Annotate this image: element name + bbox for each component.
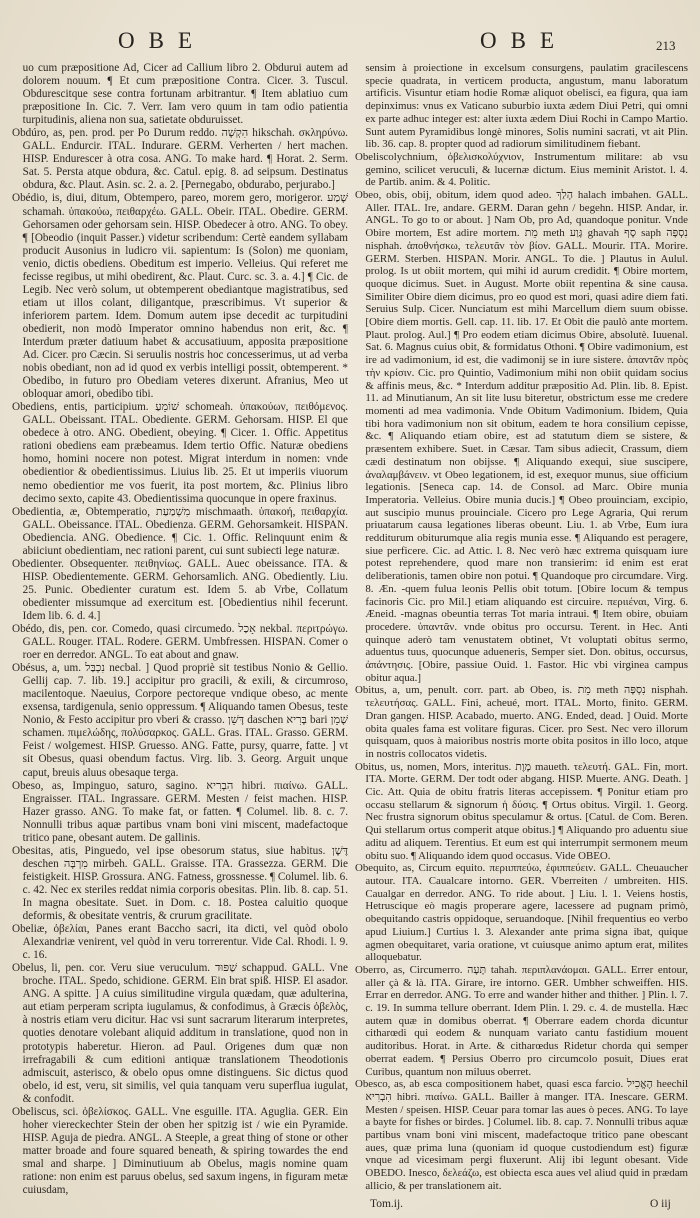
running-head-left: OBE [118,28,206,53]
running-head-right: OBE [480,28,568,53]
signature-mark: O iij [650,1198,671,1210]
dictionary-entry-continuation: sensim à proiectione in excelsum consurgens, paulatim gracilescens specie quadrata, in verticem producta, angustum, manu laboratum artificis. Visuntur etiam hodie Romæ aliquot obelisci, ea figura, qua iam depinximus: vnus ex Vaticano suburbio iuxta ædem Diui Petri, qui omni ex parte adhuc integer est: alter iuxta ædem Diui Rochi in Campo Martio. Sunt autem Pyramidibus longè minores, Solis numini sacrati, vt ait Plin. lib. 36. cap. 8. propter quod ad radiorum similitudinem fiebant. [365,62,688,151]
dictionary-entry-obediens: Obediens, entis, participium. שׁוֹמֵעַ schomeah. ὑπακούων, πειθόμενος. GALL. Obeissant. ITAL. Obediente. GERM. Gehorsam. HISP. El que obedece à otro. ANG. Obedient, obeying. ¶ Cicer. 1. Offic. Appetitus rationi obediens eam præbeamus. Idem tertio Offic. Naturæ obediens homo, homini nocere non potest. Migrat interdum in nomen: vnde obedientior & obedientissimus. Liuius lib. 25. Et ut imperiis viuorum nemo obedientior me vos fuerit, ita post mortem, &c. Plinius libro decimo sexto, capite 43. Obedientissima quocunque in opere fraxinus. [12,401,348,505]
volume-mark: Tom.ij. [370,1198,404,1210]
dictionary-entry-obesus: Obésus, a, um. נִכְבַּל necbal. ] Quod propriè sit testibus Nonio & Gellio. Gellij cap. 7. lib. 19.] accipitur pro gracili, & exili, & circumroso, macilentoque. Naeuius, Corpore pectoreque vndique obeso, ac mente exsensa, tardigenula, senio oppressum. ¶ Aliquando tamen Obesus, teste Nonio, & Festo accipitur pro vberi & crasso. דָּשֵׁן daschen בָּרִיא bari שָׁמֵן schamen. πιμελώδης, πολύσαρκος. GALL. Gras. ITAL. Grasso. GERM. Feist / wolgemest. HISP. Gruesso. ANG. Fatte, pursy, quarre, fatte. ] vt sit Obesus, quasi obendum factus. Virg. lib. 3. Georg. Arguit unque caput, breuis aluus obesaque terga. [12,662,348,779]
dictionary-entry-obesitas: Obesitas, atis, Pinguedo, vel ipse obesorum status, siue habitus. דֶּשֶׁן deschen מִרְבָּה mirbeh. GALL. Graisse. ITA. Grassezza. GERM. Die feistigkeit. HISP. Grossura. ANG. Fatness, grossnesse. ¶ Columel. lib. 6. c. 42. Nec ex steriles reddat nimia corporis obesitas. Plin. lib. 8. cap. 51. In magna obesitate. Suet. in Dom. c. 18. Postea caluitio quoque deformis, & obesitate ventris, & crurum gracilitate. [12,844,348,923]
dictionary-entry-obitus-noun: Obitus, us, nomen, Mors, interitus. מָוֶת maueth. τελευτή. GAL. Fin, mort. ITA. Morte. GERM. Der todt oder abgang. HISP. Muerte. ANG. Death. ] Cic. Att. Quia de obitu fratris literas accepissem. ¶ Ponitur etiam pro occasu stellarum & signorum ἡ δύσις. ¶ Ortus obitus. Virgil. 1. Georg. Nec frustra signorum obitus speculamur & ortus. [Catul. de Com. Beren. Qui stellarum ortus comperit atque obitus.] ¶ Aliquando pro aduentu siue aditu ad aliquem. Terentius. Et eum est qui interrumpit sermonem meum obitu suo. ¶ Aliquando idem quod occasus. Vide OBEO. [355,760,688,862]
dictionary-entry-obeo: Obeo, obis, obij, obitum, idem quod adeo. הָלַךְ halach imbahen. GALL. Aller. ITAL. Ire, andare. GERM. Daran gehn / begehn. HISP. Andar, ir. ANGL. To go to or about. ] Nam Ob, pro Ad, quandoque ponitur. Vnde Obire mortem, Est adire mortem. מֵת meth גָּוַע ghavah סָף saph נִסְפָּה nisphah. ἀποθνήσκω, τελευτᾶν τὸν βίον. GALL. Mourir. ITA. Morire. GERM. Sterben. HISPAN. Morir. ANGL. To die. ] Plautus in Aulul. prolog. Is ut obiit mortem, qui mihi id aurum credidit. ¶ Obire mortem, quoque dicimus. Suet. in August. Morte obiit repentina & sine causa. Similiter Obire diem dicimus, pro eo quod est mori, quasi adire diem fati. Seruius Sulp. Cicer. Nunciatum est mihi Marcellum diem suum obisse. [Obire diem mortis. Gell. cap. 11. lib. 17. Et Obit die paulò ante mortem. Plaut. prolog. Aul.] ¶ Pro eodem etiam dicimus Obire, absolutè. Iuuenal. Sat. 6. Magnus cuius obit, & formidatus Othoni. ¶ Obire vadimonium, est ire ad vadimonium, id est, die vadimonij se in iure sistere. ἀπαντᾶν πρὸς τὴν κρίσιν. Cic. pro Quintio, Vadimonium mihi non obiit quidam socius & affinis meus, &c. * Interdum additur præpositio Ad. Plin. lib. 8. Epist. 11. ad Minutianum, An sit lite lusu biteretur, obstrictum esse me credere momenti ad mea vadimonia. Vnde Obitum Vadimonium. Ibidem, Quia tibi hora vadimonium non sit obitum, eadem te hora consilium cepisse, &c. ¶ Aliquando etiam obire, est ad statutum diem se sistere, & præsentem exhibere. Suet. in Cæsar. Tam sibus adiecit, Crassum, diem cædi destinatum non obijsse. ¶ Aliquando exequi, siue suscipere, ἀναλαμβάνειν. vt Obeo legationem, id est, exequor munus, siue officium legationis. [Seneca cap. 14. de Consol. ad Marc. Obire munia Imperatoria. Velleius. Obire munia ducis.] ¶ Obeo prouinciam, excipio, aut suscipio munus prouinciale. Cicero pro Lege Agraria, Qui rerum priuatarum causa legationes liberas obeunt. Liu. 1. ab Vrbe, Eum iura redditurum obiturumque alia regis munia esse. ¶ Aliquando est peragere, siue perficere. Cic. ad Attic. l. 8. Nec verò hæc extrema quisquam iure potest reprehendere, quod mare non transierim: id enim est erat deliberationis, tamen obire non potui. ¶ Quandoque pro circumdare. Virg. 8. Æn. -quem fulua leonis Pellis obit totum. [Obire locum & tempus facinoris Cic. pro Mil.] etiam aliquando est circuire. περιιέναι, Virg. 6. Æneid. -magnas obeuntia terras Tot maria intraui. ¶ Item obire, obuiam procedere. ὑπαντᾶν. vnde obitus pro occursu. Terent. in Hec. Anti quinque aderò tam venustatem obtinet, Vt voluptati obitus sermo, aduentus tuus, quocunque adueneris, Semper siet. Don. obitus, occursus, ἀπάντησις. [Obire, passiue Ouid. 1. Fastor. Hic vbi virginea campus obitur aqua.] [355,189,688,684]
dictionary-entry-obitus-participle: Obitus, a, um, penult. corr. part. ab Obeo, is. מֵת meth נִסְפָּה nisphah. τελευτήσας. GALL. Fini, acheué, mort. ITAL. Morto, finito. GERM. Dran gangen. HISP. Acabado, muerto. ANG. Ended, dead. ] Ouid. Morte obita quales fama est volitare figuras. Cicer. pro Sest. Nec vero illorum quisquam, quos à maioribus nostris morte obita positos in illo loco, atque in nostris collocatos videtis. [355,684,688,760]
dictionary-entry-obedienter: Obedienter. Obsequenter. πειθηνίως. GALL. Auec obeissance. ITA. & HISP. Obedientemente. GERM. Gehorsamlich. ANG. Obediently. Liu. 25. Punic. Obedienter curatum est. Idem 5. ab Vrbe, Collatum obedienter missumque ad exercitum est. [Obedientius nihil fecerunt. Idem lib. 6. d. 4.] [12,557,348,622]
left-column [12,62,348,1196]
dictionary-entry-obedio: Obédio, is, diui, ditum, Obtempero, pareo, morem gero, morigeror. שָׁמַע schamah. ὑπακούω, πειθαρχέω. GALL. Obeir. ITAL. Obedire. GERM. Gehorsamen oder gehorsam sein. HISP. Obedecer à otro. ANG. To obey. ¶ [Obeodio (inquit Passer.) videtur scribendum: Certè eandem syllabam producit Ausonius in ludicro vii. sapientum: Is (Solon) me quoniam, venio, dictis obediens. Obeditum est imperio. Velleius. Qui referet me fecisse regibus, ut mihi obedirent, &c. Plaut. Curc. sc. 3. a. 4.] ¶ Cic. de Legib. Nec verò solum, ut obtemperent obediantque magistratibus, sed etiam ut illos colant, diligantque, præscribimus. Vt superior & inferiorem partem. Idem. Domum autem ipse decedit ac turpitudini obedierit, non modò Imperator omnino habendus non erit, &c. ¶ Interdum præter datiuum habet & accusatiuum, apposita præpositione Ad. Cicer. pro Cæcin. Si seruulis nostris hoc concesserimus, ut ad verba nobis obediant, non ad id quod ex verbis intelligi possit, obtemperent. * Obedibo, in futuro pro Obediam veteres dixerunt. Afranius, Meo ut obloquar amori, obedibo tibi. [12,192,348,401]
dictionary-entry-obedientia: Obedientia, æ, Obtemperatio, מִשְׁמַעַת mischmaath. ὑπακοή, πειθαρχία. GALL. Obeissance. ITAL. Obedienza. GERM. Gehorsamkeit. HISPAN. Obediencia. ANG. Obedience. ¶ Cic. 1. Offic. Relinquunt enim & abiiciunt obedientiam, nec rationi parent, cui sunt subiecti lege naturæ. [12,505,348,557]
dictionary-entry-obduro: Obdúro, as, pen. prod. per Po Durum reddo. הִקְשָׁה hikschah. σκληρύνω. GALL. Endurcir. ITAL. Indurare. GERM. Verherten / hert machen. HISP. Endurescer à otra cosa. ANG. To make hard. ¶ Horat. 2. Serm. Sat. 5. Persta atque obdura, &c. Catul. epig. 8. ad seipsum. Destinatus obdura, &c. Plaut. Asin. sc. 2. a. 2. [Pernegabo, obdurabo, perjurabo.] [12,127,348,192]
dictionary-entry-continuation: uo cum præpositione Ad, Cicer ad Callium libro 2. Obdurui autem ad dolorem nouum. ¶ Et cum præpositione Contra. Cicer. 3. Tuscul. Obdurescitque sese contra fortunam arbitrantur. ¶ Item ablatiuo cum præpositione In. Cic. 7. Verr. Iam vero quum in tam odio patientia turpitudinis, aliena non sua, satietate obduruisset. [22,62,348,127]
page-number: 213 [656,38,676,53]
dictionary-entry-obeso: Obeso, as, Impinguo, saturo, sagino. הִבְרִיא hibri. πιαίνω. GALL. Engraisser. ITAL. Ingrassare. GERM. Mesten / feist machen. HISP. Hazer grasso. ANG. To make fat, or fatten. ¶ Columel. lib. 8. c. 7. Nonnulli tribus aquæ partibus vnam boni vini miscent, madefactoque tritico pane, obesant autem. De gallinis. [12,779,348,844]
dictionary-entry-obesco: Obesco, as, ab esca compositionem habet, quasi esca farcio. הֶאֱכִיל heechil הִבְרִיא hibri. πιαίνω. GALL. Bailler à manger. ITA. Inescare. GERM. Mesten / speisen. HISP. Ceuar para tomar las aues ò peces. ANG. To laye a bayte for fishes or birdes. ] Columel. lib. 8. cap. 7. Nonnulli tribus aquæ partibus vnam boni vini miscent, madefactoque tritico pane obescant aues, quæ prima luna (quoniam id quoque custodiendum est) figuræ vnque ad vicesimam pergi fluxerunt. Alij ibi legunt obesant. Vide OBEDO. Inesco, δελεάζω, est obiecta esca aues vel aliud quid in prædam allicio, & per translationem ait. [355,1078,688,1192]
dictionary-entry-obequito: Obequito, as, Circum equito. περιιππεύω, ἐφιππεύειν. GALL. Cheuaucher autour. ITA. Caualcare intorno. GER. Vberreiten / umbreiten. HIS. Caualgar en derredor. ANG. To ride about. ] Liu. l. 1. Veiens hostis, Hetruscique eò magis properare agere, lacessere ad pugnam primò, obequitando castris oppidoque, seruandoque. [Nihil frequentius eo verbo apud Liuium.] Curtius l. 3. Alexander ante prima signa ibat, quique agmen obequitaret, varia oratione, vt cuiusque animo aptum erat, milites alloquebatur. [355,862,688,964]
dictionary-entry-obeliscus: Obeliscus, sci. ὀβελίσκος. GALL. Vne esguille. ITA. Aguglia. GER. Ein hoher viereckechter Stein der oben her spitzig ist / wie ein Pyramide. HISP. Aguja de piedra. ANGL. A Steeple, a great thing of stone or other matter broade and foure squared beneath, & spiring towardes the end smal and sharpe. ] Diminutiuum ab Obelus, magis nomine quam ratione: non enim est paruus obelus, sed saxum ingens, in figuram metæ cuiusdam, [12,1105,348,1196]
dictionary-entry-obeliscolychnium: Obeliscolychnium, ὀβελισκολύχνιον, Instrumentum militare: ab vsu gemino, scilicet veruculi, & lucernæ dictum. Eius meminit Aristot. l. 4. de Partib. anim. & 4. Politic. [355,150,688,189]
dictionary-entry-oberro: Oberro, as, Circumerro. תָּעָה tahah. περιπλανάομαι. GALL. Errer entour, aller çà & là. ITA. Girare, ire intorno. GER. Umbher schweiffen. HIS. Errar en derredor. ANG. To erre and wander hither and thither. ] Plin. l. 7. c. 19. In summa tellure oberrant. Idem Plin. l. 29. c. 4. de mustella. Hæc autem quæ in domibus oberrat. ¶ Oberrare eadem chorda dicuntur citharœdi qui eodem & nunquam variato cantu fastidium mouent auditoribus. Horat. in Arte. & citharœdus Ridetur chorda qui semper oberrat eadem. ¶ Persius Oberro pro circumcolo posuit, Diues erat Curibus, quantum non miluus oberret. [355,963,688,1078]
right-column [355,62,688,1196]
dictionary-entry-obelus: Obelus, li, pen. cor. Veru siue veruculum. שַׁפּוּד schappud. GALL. Vne broche. ITAL. Spedo, schidione. GERM. Ein brat spiß. HISP. El asador. ANG. A spitte. ] A cuius similitudine virgula quædam, quæ adulterina, aut etiam perperam scripta iugulamus, & confodimus, à Græcis ὀβελὸς, à nostris etiam veru dicitur. Hac vsi sunt sacrarum literarum interpretes, quoties denotare volebant aliquid additum in translatione, quod non in prototypis haberetur. Hieron. ad Paul. Origenes dum quæ non irrefragabili & cum editioni antiquæ translationem Theodotionis admiscuit, asterisco, & obelo opus omne distinguens. Sic dictus quod obelo, id est, veru, sit similis, vel quia tanquam veru superflua iugulat, & confodit. [12,962,348,1105]
dictionary-entry-obedo: Obédo, dis, pen. cor. Comedo, quasi circumedo. אָכַל nekbal. περιτρώγω. GALL. Rouger. ITAL. Rodere. GERM. Umbfressen. HISPAN. Comer o roer en derredor. ANGL. To eat about and gnaw. [12,623,348,662]
dictionary-entry-obeliae: Obeliæ, ὀβελίαι, Panes erant Baccho sacri, ita dicti, vel quòd obolo Alexandriæ venirent, vel quòd in veru torrerentur. Vide Cal. Rhodi. l. 9. c. 16. [12,923,348,962]
